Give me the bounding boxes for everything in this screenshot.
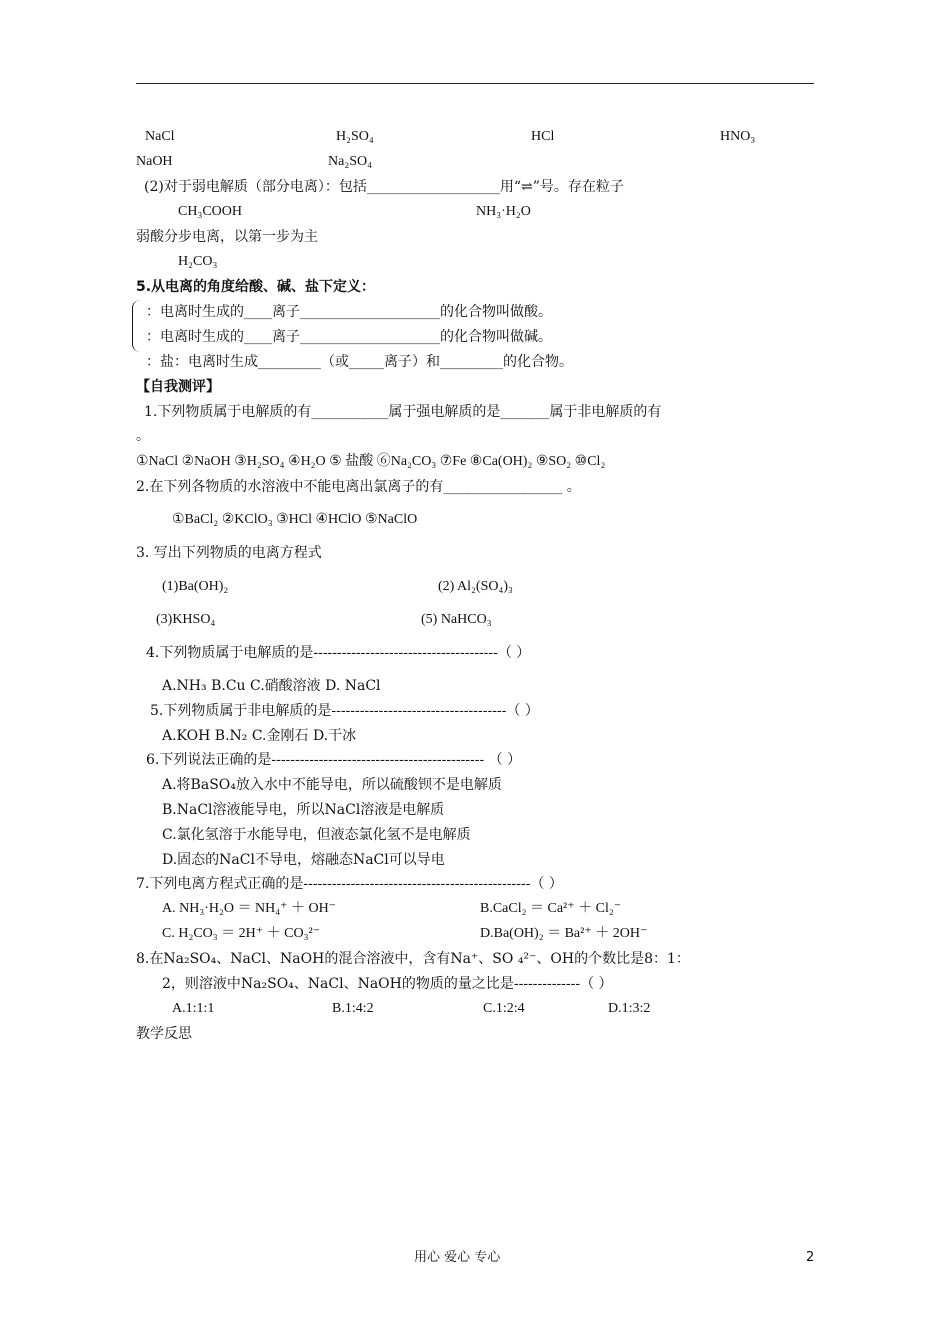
self-test-title: 【自我测评】 xyxy=(136,379,220,395)
question-4-stem: 4.下列物质属于电解质的是---------------------------------------（ ） xyxy=(146,645,531,661)
formula-ch3cooh: CH₃COOH xyxy=(178,204,242,219)
weak-acid-line: 弱酸分步电离，以第一步为主 xyxy=(136,229,318,245)
question-7-option: C. H₂CO₃ ＝ 2H⁺ ＋ CO₃²⁻ xyxy=(162,926,321,941)
header-rule xyxy=(136,83,814,84)
question-7-option: A. NH₃·H₂O ＝ NH₄⁺ ＋ OH⁻ xyxy=(162,901,337,916)
question-1-stem-end: 。 xyxy=(136,428,150,444)
formula-hcl: HCl xyxy=(531,129,555,144)
page-number: 2 xyxy=(806,1250,815,1265)
question-7-option: D.Ba(OH)₂ ＝ Ba²⁺ ＋ 2OH⁻ xyxy=(480,926,648,941)
question-1-options: ①NaCl ②NaOH ③H₂SO₄ ④H₂O ⑤ 盐酸 ⑥Na₂CO₃ ⑦Fe ⑧Ca(OH)₂ ⑨SO₂ ⑩Cl₂ xyxy=(136,454,606,469)
question-6-option: A.将BaSO₄放入水中不能导电，所以硫酸钡不是电解质 xyxy=(162,777,502,793)
question-7-stem: 7.下列电离方程式正确的是------------------------------------------------（ ） xyxy=(136,876,563,892)
question-2-options: ①BaCl₂ ②KClO₃ ③HCl ④HClO ⑤NaClO xyxy=(172,512,418,527)
question-5-options: A.KOH B.N₂ C.金刚石 D.干冰 xyxy=(162,728,357,744)
question-6-option: C.氯化氢溶于水能导电，但液态氯化氢不是电解质 xyxy=(162,827,471,843)
question-3-item: (5) NaHCO₃ xyxy=(421,612,492,627)
question-8-stem-cont: 2，则溶液中Na₂SO₄、NaCl、NaOH的物质的量之比是--------------（ ） xyxy=(162,976,613,992)
question-3-stem: 3. 写出下列物质的电离方程式 xyxy=(136,545,322,561)
section5-title: 5.从电离的角度给酸、碱、盐下定义： xyxy=(136,279,376,295)
question-1-stem: 1.下列物质属于电解质的有___________属于强电解质的是_______属于非电解质的有 xyxy=(144,404,662,420)
question-8-option: B.1:4:2 xyxy=(332,1001,374,1016)
question-3-item: (1)Ba(OH)₂ xyxy=(162,579,229,594)
formula-nh3-h2o: NH₃·H₂O xyxy=(476,204,531,219)
question-8-option: A.1:1:1 xyxy=(172,1001,215,1016)
question-6-stem: 6.下列说法正确的是--------------------------------------------- （ ） xyxy=(146,752,522,768)
question-6-option: B.NaCl溶液能导电，所以NaCl溶液是电解质 xyxy=(162,802,445,818)
question-7-option: B.CaCl₂ ＝ Ca²⁺ ＋ Cl₂⁻ xyxy=(480,901,622,916)
definition-salt: ：盐：电离时生成_________（或_____离子）和_________的化合物。 xyxy=(146,354,573,370)
formula-hno3: HNO₃ xyxy=(720,129,756,144)
formula-h2so4: H₂SO₄ xyxy=(336,129,374,144)
question-3-item: (2) Al₂(SO₄)₃ xyxy=(438,579,513,594)
formula-na2so4: Na₂SO₄ xyxy=(328,154,372,169)
formula-naoh: NaOH xyxy=(136,154,173,169)
footer-text: 用心 爱心 专心 xyxy=(414,1250,501,1265)
weak-electrolyte-line: (2)对于弱电解质（部分电离）：包括___________________用“⇌”号。存在粒子 xyxy=(144,179,624,195)
question-6-option: D.固态的NaCl不导电，熔融态NaCl可以导电 xyxy=(162,852,445,868)
question-4-options: A.NH₃ B.Cu C.硝酸溶液 D. NaCl xyxy=(162,678,381,694)
formula-h2co3: H₂CO₃ xyxy=(178,254,218,269)
definition-base: ：电离时生成的____离子____________________的化合物叫做碱。 xyxy=(146,329,552,345)
question-8-stem: 8.在Na₂SO₄、NaCl、NaOH的混合溶液中，含有Na⁺、SO ₄²⁻、OH的个数比是8：1： xyxy=(136,951,690,967)
brace xyxy=(132,300,143,352)
question-8-option: C.1:2:4 xyxy=(483,1001,525,1016)
definition-acid: ：电离时生成的____离子____________________的化合物叫做酸。 xyxy=(146,304,552,320)
formula-nacl: NaCl xyxy=(145,129,175,144)
question-8-option: D.1:3:2 xyxy=(608,1001,651,1016)
question-2-stem: 2.在下列各物质的水溶液中不能电离出氯离子的有_________________ 。 xyxy=(136,479,581,495)
question-5-stem: 5.下列物质属于非电解质的是-------------------------------------（ ） xyxy=(150,703,539,719)
teaching-reflection: 教学反思 xyxy=(136,1026,192,1042)
question-3-item: (3)KHSO₄ xyxy=(156,612,216,627)
